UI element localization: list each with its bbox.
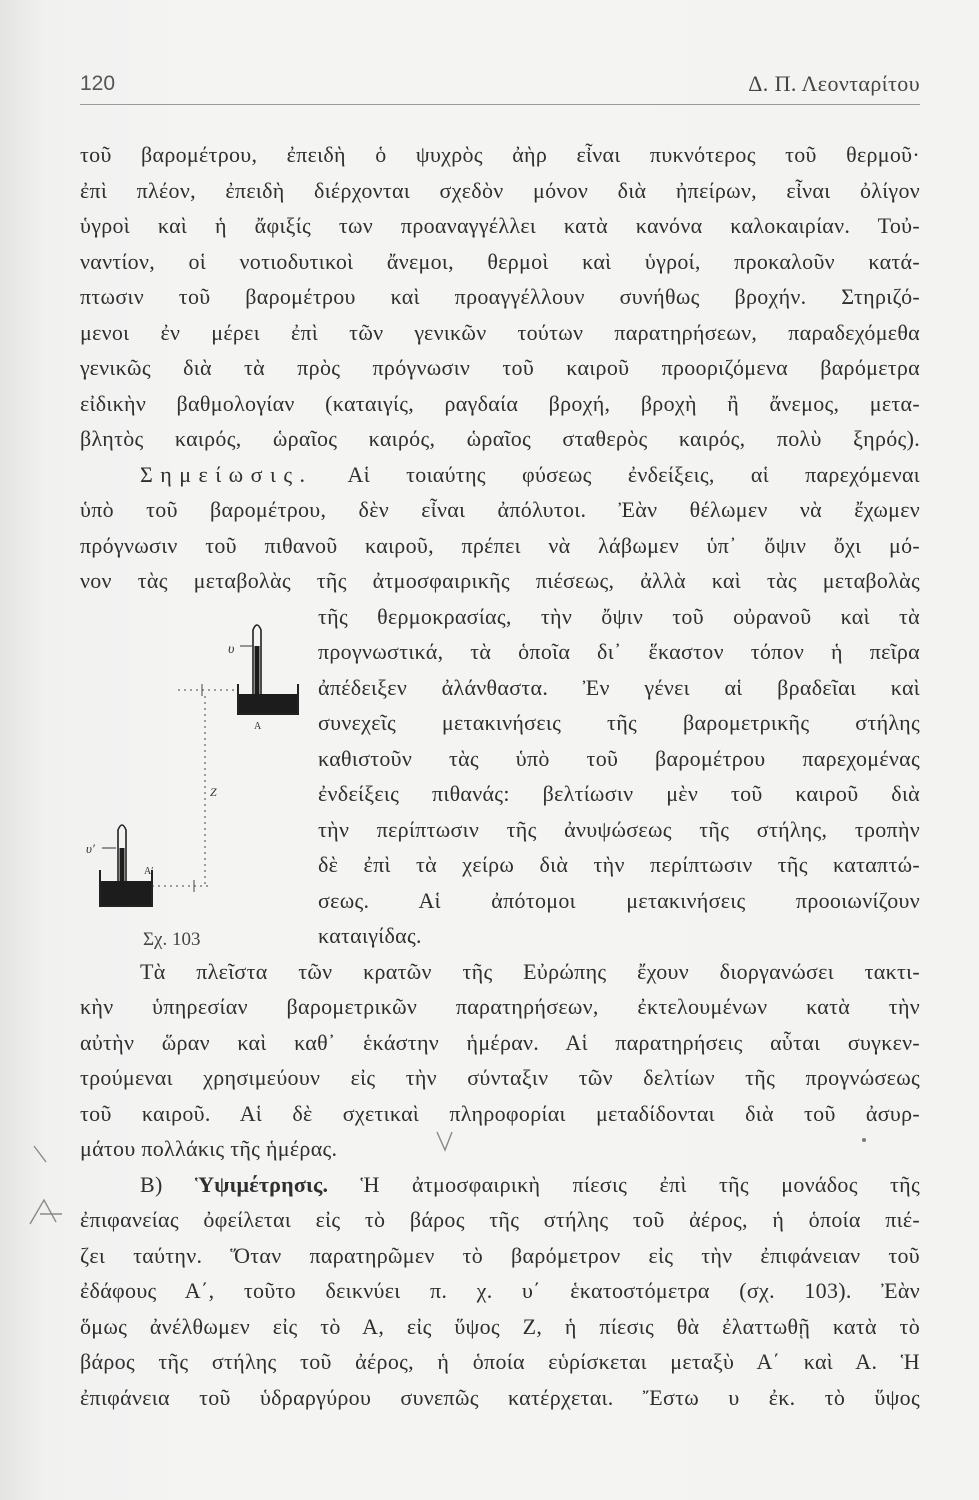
lower-point-label: Α′	[144, 866, 154, 877]
text-line: μάτου πολλάκις τῆς ἡμέρας.	[80, 1136, 338, 1161]
text-line-beside-figure: τῆς θερμοκρασίας, τὴν ὄψιν τοῦ οὐρανοῦ καὶ τὰ	[318, 603, 920, 629]
pencil-mark	[34, 1146, 46, 1162]
upper-height-label: υ	[228, 642, 235, 657]
lower-dish-mercury	[101, 881, 151, 905]
note-first-line	[80, 457, 920, 493]
section-b-first-line-text: Ἡ ἀτμοσφαιρικὴ πίεσις ἐπὶ τῆς μονάδος τῆς	[360, 1171, 920, 1197]
text-line: πτωσιν τοῦ βαρομέτρου καὶ προαγγέλλουν συνήθως βροχήν. Στηριζό-	[80, 284, 920, 309]
figure-103-barometers	[60, 600, 320, 960]
text-line: ἐπιφάνεια τοῦ ὑδραργύρου συνεπῶς κατέρχεται. Ἔστω υ ἐκ. τὸ ὕψος	[80, 1384, 920, 1410]
section-b-first-line	[80, 1167, 920, 1203]
text-line-beside-figure: τὴν περίπτωσιν τῆς ἀνυψώσεως τῆς στήλης, τροπὴν	[318, 816, 920, 842]
upper-dish-mercury	[239, 694, 297, 713]
text-line: ὑπὸ τοῦ βαρομέτρου, δὲν εἶναι ἀπόλυτοι. Ἐὰν θέλωμεν νὰ ἔχωμεν	[80, 497, 920, 522]
text-line-beside-figure: σεως. Αἱ ἀπότομοι μετακινήσεις προοιωνίζουν	[318, 887, 920, 913]
text-line: εἰδικὴν βαθμολογίαν (καταιγίς, ραγδαία βροχή, βροχὴ ἢ ἄνεμος, μετα-	[80, 390, 920, 416]
note-first-line-text: Αἱ τοιαύτης φύσεως ἐνδείξεις, αἱ παρεχόμεναι	[347, 461, 920, 487]
text-line: βάρος τῆς στήλης τοῦ ἀέρος, ἡ ὁποία εὑρίσκεται μεταξὺ Α΄ καὶ Α. Ἡ	[80, 1349, 920, 1374]
text-line: Τὰ πλεῖστα τῶν κρατῶν τῆς Εὐρώπης ἔχουν διοργανώσει τακτι-	[140, 958, 920, 984]
text-line-beside-figure: καθιστοῦν τὰς ὑπὸ τοῦ βαρομέτρου παρεχομένας	[318, 745, 920, 771]
text-line-beside-figure: ἀπέδειξεν ἀλάνθαστα. Ἐν γένει αἱ βραδεῖαι καὶ	[318, 674, 920, 700]
text-line: βλητὸς καιρός, ὡραῖος καιρός, ὡραῖος σταθερὸς καιρός, πολὺ ξηρός).	[80, 426, 920, 451]
text-line: μενοι ἐν μέρει ἐπὶ τῶν γενικῶν τούτων παρατηρήσεων, παραδεχόμεθα	[80, 319, 920, 345]
text-line-beside-figure: δὲ ἐπὶ τὰ χείρω διὰ τὴν περίπτωσιν τῆς καταπτώ-	[318, 852, 920, 877]
upper-point-label: Α	[254, 721, 262, 732]
text-line: ἐπὶ πλέον, ἐπειδὴ διέρχονται σχεδὸν μόνον διὰ ἠπείρων, εἶναι ὀλίγον	[80, 177, 920, 203]
page-number: 120	[80, 72, 116, 95]
text-line: κὴν ὑπηρεσίαν βαρομετρικῶν παρατηρήσεων, ἐκτελουμένων κατὰ τὴν	[80, 994, 920, 1019]
text-line-beside-figure: καταιγίδας.	[318, 923, 422, 948]
section-b-label: Β)	[140, 1171, 163, 1197]
text-line: ὅμως ἀνέλθωμεν εἰς τὸ Α, εἰς ὕψος Ζ, ἡ πίεσις θὰ ἐλαττωθῇ κατὰ τὸ	[80, 1313, 920, 1339]
text-line: γενικῶς διὰ τὰ πρὸς πρόγνωσιν τοῦ καιροῦ προοριζόμενα βαρόμετρα	[80, 355, 920, 380]
text-line: ἐπιφανείας ὀφείλεται εἰς τὸ βάρος τῆς στήλης τοῦ ἀέρος, ἡ ὁποία πιέ-	[80, 1207, 920, 1232]
text-line: νον τὰς μεταβολὰς τῆς ἀτμοσφαιρικῆς πιέσεως, ἀλλὰ καὶ τὰς μεταβολὰς	[80, 568, 920, 593]
text-line-beside-figure: προγνωστικά, τὰ ὁποῖα δι᾿ ἕκαστον τόπον ἡ πεῖρα	[318, 639, 920, 664]
running-head-author: Δ. Π. Λεονταρίτου	[748, 71, 920, 96]
text-line: ναντίον, οἱ νοτιοδυτικοὶ ἄνεμοι, θερμοὶ καὶ ὑγροί, προκαλοῦν κατά-	[80, 248, 920, 274]
upper-barometer	[238, 625, 298, 714]
text-line: τοῦ καιροῦ. Αἱ δὲ σχετικαὶ πληροφορίαι μεταδίδονται διὰ τοῦ ἀσυρ-	[80, 1100, 920, 1126]
text-line: ἐδάφους Α΄, τοῦτο δεικνύει π. χ. υ΄ ἑκατοστόμετρα (σχ. 103). Ἐὰν	[80, 1278, 920, 1303]
header-rule	[80, 104, 920, 105]
altitude-label: Ζ	[210, 785, 217, 799]
text-line: πρόγνωσιν τοῦ πιθανοῦ καιροῦ, πρέπει νὰ λάβωμεν ὑπ᾿ ὄψιν ὄχι μό-	[80, 532, 920, 558]
text-line: αὐτὴν ὥραν καὶ καθ᾿ ἑκάστην ἡμέραν. Αἱ παρατηρήσεις αὗται συγκεν-	[80, 1029, 920, 1055]
text-line-beside-figure: ἐνδείξεις πιθανάς: βελτίωσιν μὲν τοῦ καιροῦ διὰ	[318, 781, 920, 806]
text-line: ὑγροὶ καὶ ἡ ἄφιξίς των προαναγγέλλει κατὰ κανόνα καλοκαιρίαν. Τοὐ-	[80, 213, 920, 238]
note-label: Σημείωσις.	[140, 461, 313, 487]
figure-caption: Σχ. 103	[143, 929, 201, 950]
text-line: τοῦ βαρομέτρου, ἐπειδὴ ὁ ψυχρὸς ἀὴρ εἶναι πυκνότερος τοῦ θερμοῦ·	[80, 142, 920, 167]
lower-height-label: υ′	[86, 841, 95, 856]
pencil-mark	[30, 1200, 62, 1224]
text-line: ζει ταύτην. Ὅταν παρατηρῶμεν τὸ βαρόμετρον εἰς τὴν ἐπιφάνειαν τοῦ	[80, 1242, 920, 1268]
text-line-beside-figure: συνεχεῖς μετακινήσεις τῆς βαρομετρικῆς στήλης	[318, 710, 920, 735]
section-b-title: Ὑψιμέτρησις.	[194, 1171, 329, 1197]
text-line: τρούμεναι χρησιμεύουν εἰς τὴν σύνταξιν τῶν δελτίων τῆς προγνώσεως	[80, 1065, 920, 1090]
